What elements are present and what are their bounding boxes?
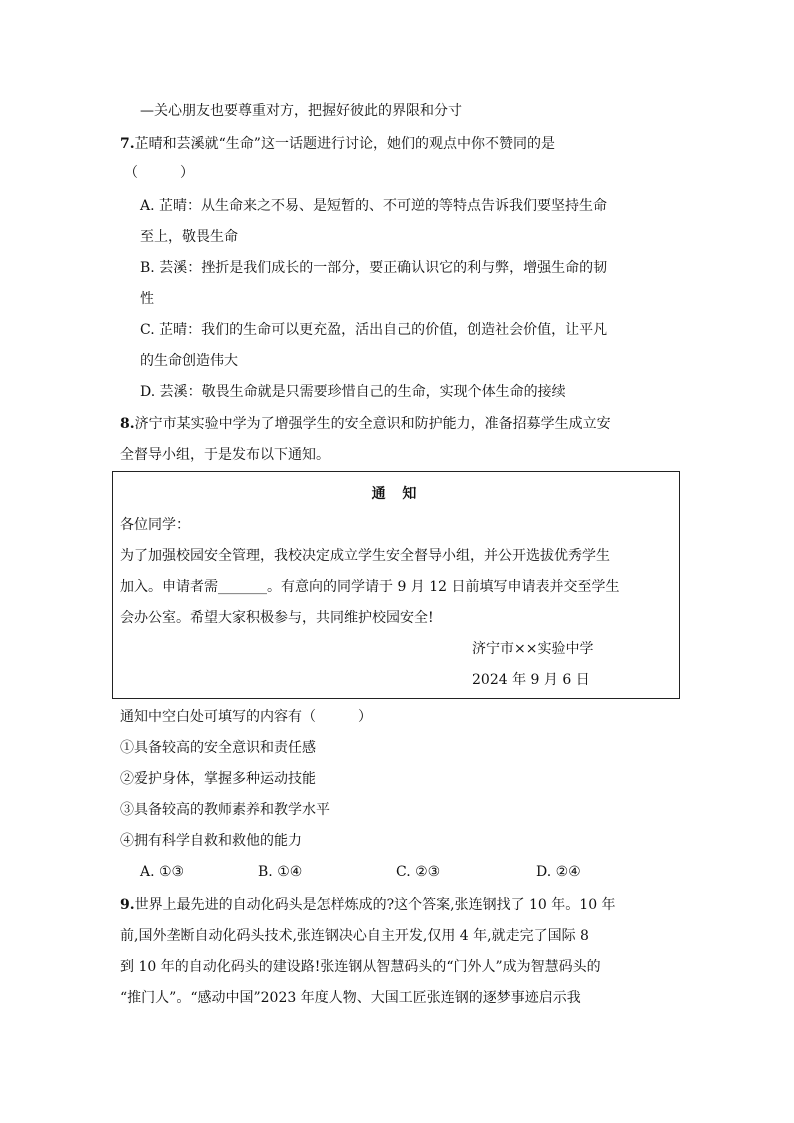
question-stem: 芷晴和芸溪就“生命”这一话题进行讨论，她们的观点中你不赞同的是 <box>134 136 555 152</box>
choice-d: D. ②④ <box>536 864 581 880</box>
list-item: ③具备较高的教师素养和教学水平 <box>120 802 330 818</box>
question-stem-cont: 全督导小组，于是发布以下通知。 <box>120 447 330 463</box>
choice-a: A. ①③ <box>140 864 185 880</box>
list-item: ①具备较高的安全意识和责任感 <box>120 740 316 756</box>
list-item: ②爱护身体，掌握多种运动技能 <box>120 771 316 787</box>
choice-c: C. ②③ <box>396 864 441 880</box>
option-d: D. 芸溪：敬畏生命就是只需要珍惜自己的生命，实现个体生命的接续 <box>140 384 566 400</box>
answer-paren: （ ） <box>124 165 194 181</box>
question-number: 8. <box>120 416 135 432</box>
top-line: —关心朋友也要尊重对方，把握好彼此的界限和分寸 <box>140 103 462 119</box>
notice-greeting: 各位同学： <box>120 517 190 533</box>
question-stem-cont: 到 10 年的自动化码头的建设路!张连钢从智慧码头的“门外人”成为智慧码头的 <box>120 959 601 975</box>
option-c-cont: 的生命创造伟大 <box>140 353 238 369</box>
notice-title: 通 知 <box>371 486 423 502</box>
choice-b: B. ①④ <box>258 864 303 880</box>
option-a: A. 芷晴：从生命来之不易、是短暂的、不可逆的等特点告诉我们要坚持生命 <box>140 198 608 214</box>
notice-body: 会办公室。希望大家积极参与，共同维护校园安全! <box>120 610 434 626</box>
question-stem-cont: 前,国外垄断自动化码头技术,张连钢决心自主开发,仅用 4 年,就走完了国际 8 <box>120 928 589 944</box>
question-stem: 世界上最先进的自动化码头是怎样炼成的?这个答案,张连钢找了 10 年。10 年 <box>134 897 616 913</box>
question-number: 9. <box>120 897 135 913</box>
question-prompt: 通知中空白处可填写的内容有（ ） <box>120 709 372 725</box>
option-b: B. 芸溪：挫折是我们成长的一部分，要正确认识它的利与弊，增强生命的韧 <box>140 260 608 276</box>
question-stem: 济宁市某实验中学为了增强学生的安全意识和防护能力，准备招募学生成立安 <box>134 416 611 432</box>
option-b-cont: 性 <box>140 291 154 307</box>
notice-body: 加入。申请者需_______。有意向的同学请于 9 月 12 日前填写申请表并交至学生 <box>120 579 620 595</box>
notice-signature: 济宁市××实验中学 <box>472 641 594 657</box>
option-c: C. 芷晴：我们的生命可以更充盈，活出自己的价值，创造社会价值，让平凡 <box>140 322 608 338</box>
option-a-cont: 至上，敬畏生命 <box>140 229 238 245</box>
notice-body: 为了加强校园安全管理，我校决定成立学生安全督导小组，并公开选拔优秀学生 <box>120 548 610 564</box>
question-number: 7. <box>120 136 135 152</box>
notice-date: 2024 年 9 月 6 日 <box>472 672 590 688</box>
list-item: ④拥有科学自救和救他的能力 <box>120 833 302 849</box>
question-stem-cont: “推门人”。“感动中国”2023 年度人物、大国工匠张连钢的逐梦事迹启示我 <box>120 990 581 1006</box>
